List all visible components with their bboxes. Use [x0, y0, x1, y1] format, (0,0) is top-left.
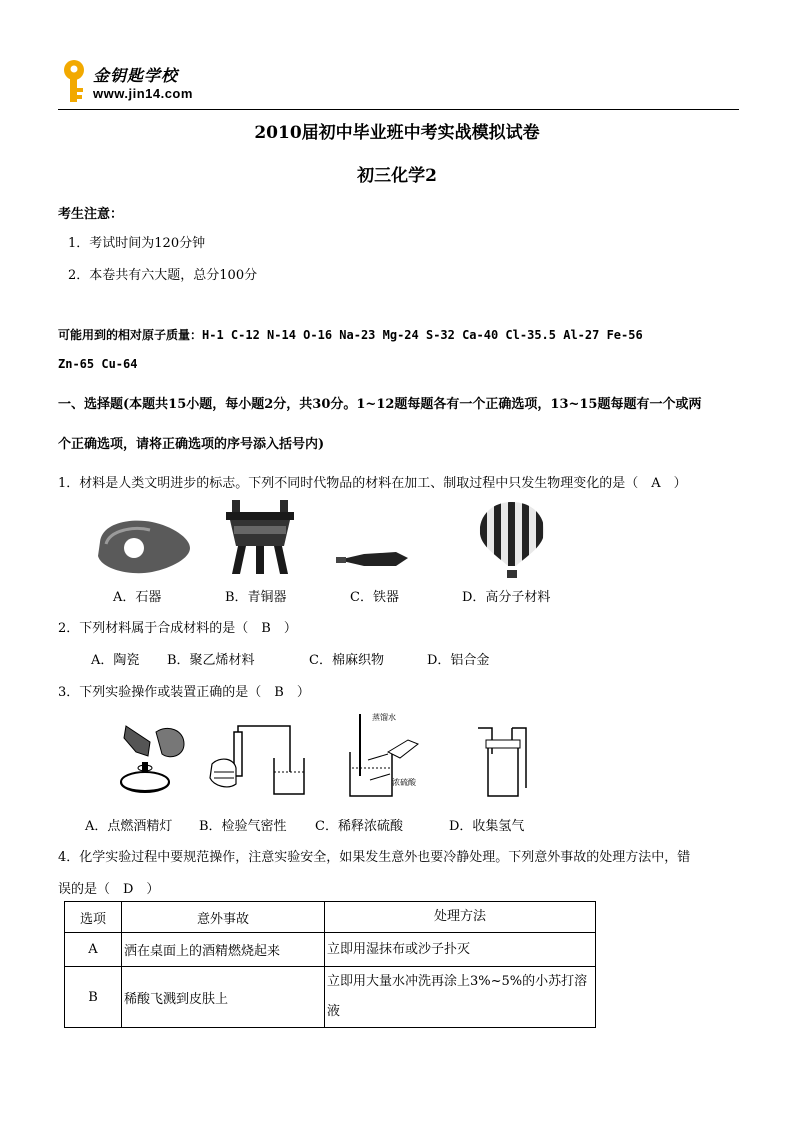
stone-tool-image [92, 512, 192, 582]
logo-url: www.jin14.com [93, 86, 193, 101]
dilute-acid-image [346, 712, 436, 800]
table-cell: 稀酸飞溅到皮肤上 [122, 967, 325, 1028]
option-label: D．高分子材料 [462, 590, 551, 605]
gas-collection-image [474, 726, 530, 800]
option-label: C．稀释浓硫酸 [315, 819, 403, 834]
table-cell: 立即用大量水冲洗再涂上3%~5%的小苏打溶液 [325, 967, 596, 1028]
option-label: C．棉麻织物 [309, 653, 384, 668]
option-label: B．检验气密性 [199, 819, 287, 834]
question-stem: 1．材料是人类文明进步的标志。下列不同时代物品的材料在加工、制取过程中只发生物理变化的是（ A ） [58, 476, 687, 491]
option-label: B．青铜器 [225, 590, 287, 605]
table-cell: 立即用湿抹布或沙子扑灭 [325, 933, 596, 967]
table-header-cell: 意外事故 [122, 902, 325, 933]
option-label: B．聚乙烯材料 [167, 653, 255, 668]
option-label: A．陶瓷 [91, 653, 140, 668]
notice-heading: 考生注意： [58, 207, 124, 222]
question-stem: 4．化学实验过程中要规范操作，注意实验安全，如果发生意外也要冷静处理。下列意外事故的处理方法中，错 [58, 850, 691, 865]
bronze-vessel-image [218, 494, 302, 578]
table-header-row [65, 902, 596, 933]
header-divider [58, 109, 739, 110]
logo-text: 金钥匙学校 [93, 66, 179, 85]
option-label: D．收集氢气 [449, 819, 525, 834]
option-label: A．石器 [113, 590, 162, 605]
question-stem: 2．下列材料属于合成材料的是（ B ） [58, 621, 297, 636]
table-cell: 洒在桌面上的酒精燃烧起来 [122, 933, 325, 967]
page-title: 2010届初中毕业班中考实战模拟试卷 [254, 123, 540, 143]
option-label: C．铁器 [350, 590, 399, 605]
table-header-cell: 选项 [65, 902, 122, 933]
alcohol-lamp-image [106, 712, 190, 798]
reagent-label: 浓硫酸 [392, 778, 416, 787]
option-label: A．点燃酒精灯 [85, 819, 173, 834]
table-row [65, 967, 596, 1028]
table-row [65, 933, 596, 967]
hot-air-balloon-image [476, 500, 548, 580]
section-heading: 个正确选项，请将正确选项的序号添入括号内) [58, 437, 325, 452]
table-header-cell: 处理方法 [325, 902, 596, 933]
table-cell: A [65, 933, 122, 967]
atomic-mass-line: 可能用到的相对原子质量：H-1 C-12 N-14 O-16 Na-23 Mg-24 S-32 Ca-40 Cl-35.5 Al-27 Fe-56 [58, 328, 643, 342]
atomic-mass-line: Zn-65 Cu-64 [58, 357, 138, 371]
question-stem: 误的是（ D ） [58, 882, 160, 897]
key-logo-icon [58, 58, 92, 106]
accident-table [64, 901, 596, 1028]
notice-item: 1．考试时间为120分钟 [68, 236, 206, 251]
page-subtitle: 初三化学2 [357, 166, 437, 186]
airtightness-check-image [206, 728, 306, 800]
question-stem: 3．下列实验操作或装置正确的是（ B ） [58, 685, 310, 700]
option-label: D．铝合金 [427, 653, 490, 668]
table-cell: B [65, 967, 122, 1028]
notice-item: 2．本卷共有六大题，总分100分 [68, 268, 258, 283]
section-heading: 一、选择题(本题共15小题，每小题2分，共30分。1~12题每题各有一个正确选项，13~15题每题有一个或两 [58, 397, 702, 412]
reagent-label: 蒸馏水 [372, 713, 396, 722]
iron-tool-image [336, 548, 410, 572]
